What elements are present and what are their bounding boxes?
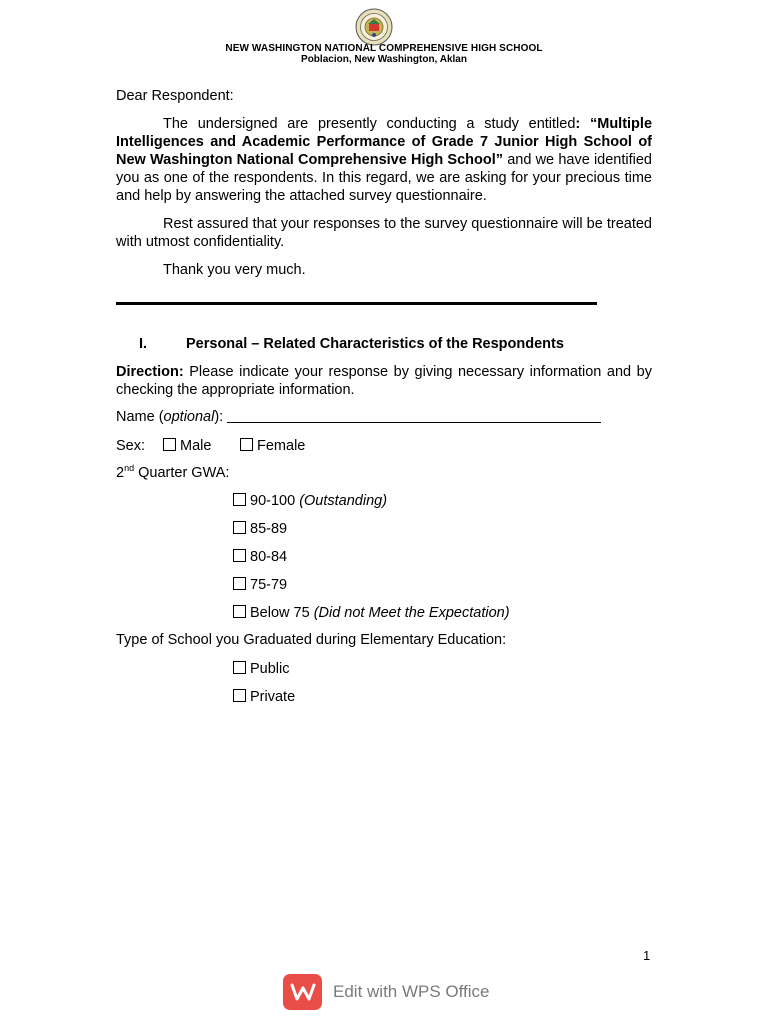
public-checkbox[interactable]	[233, 661, 246, 674]
gwa-option-label: Below 75	[250, 605, 314, 621]
gwa-checkbox[interactable]	[233, 577, 246, 590]
sex-option-label: Male	[180, 438, 212, 454]
direction-paragraph	[116, 363, 652, 399]
gwa-label	[116, 464, 229, 482]
gwa-label-text: Quarter GWA:	[134, 465, 230, 481]
study-title: “Multiple Intelligences and Academic Performance of Grade 7 Junior High School of New Washington National Comprehensive High School”	[116, 116, 653, 168]
gwa-option-label: 80-84	[250, 549, 288, 565]
school-type-option-private[interactable]	[233, 688, 295, 706]
signature-rule	[116, 302, 597, 305]
intro-paragraph	[116, 115, 652, 205]
gwa-option-note: (Did not Meet the Expectation)	[313, 605, 510, 621]
gwa-option[interactable]	[233, 520, 287, 538]
page-number: 1	[643, 948, 651, 963]
direction-text: Please indicate your response by giving necessary information and by checking the appropriate information.	[116, 364, 652, 398]
gwa-option-label: 75-79	[250, 577, 288, 593]
wps-logo-icon	[283, 974, 322, 1010]
section-number: I.	[139, 336, 148, 352]
school-type-option-label: Public	[250, 661, 290, 677]
confidentiality-paragraph: Rest assured that your responses to the survey questionnaire will be treated with utmost confidentiality.	[116, 216, 652, 250]
sex-label: Sex:	[116, 438, 146, 454]
school-type-option-public[interactable]	[233, 660, 290, 678]
gwa-option-label: 90-100	[250, 493, 300, 509]
intro-text: The undersigned are presently conducting a study entitled	[163, 116, 576, 132]
gwa-option[interactable]	[233, 548, 287, 566]
male-checkbox[interactable]	[163, 438, 176, 451]
name-label-end: ):	[214, 409, 228, 425]
salutation: Dear Respondent:	[116, 88, 234, 104]
intro-continuation: and we have identified you as one of the respondents. In this regard, we are asking for your precious time and help by answering the attached survey questionnaire.	[116, 152, 652, 204]
gwa-prefix: 2	[116, 465, 125, 481]
intro-colon: :	[575, 116, 590, 132]
gwa-option[interactable]	[233, 492, 387, 510]
school-seal-logo	[355, 8, 393, 46]
school-type-label: Type of School you Graduated during Elementary Education:	[116, 632, 507, 648]
gwa-option[interactable]	[233, 604, 510, 622]
direction-label: Direction:	[116, 364, 184, 380]
gwa-option-note: (Outstanding)	[299, 493, 388, 509]
name-label-optional: optional	[163, 409, 215, 425]
school-name: NEW WASHINGTON NATIONAL COMPREHENSIVE HIGH SCHOOL	[225, 43, 543, 54]
gwa-checkbox[interactable]	[233, 549, 246, 562]
gwa-option-label: 85-89	[250, 521, 288, 537]
name-field[interactable]	[227, 409, 601, 423]
sex-option-female[interactable]	[240, 437, 305, 455]
edit-with-wps-button[interactable]	[283, 974, 490, 1010]
sex-option-male[interactable]	[163, 437, 211, 455]
gwa-checkbox[interactable]	[233, 493, 246, 506]
female-checkbox[interactable]	[240, 438, 253, 451]
name-row	[116, 408, 601, 426]
sex-option-label: Female	[257, 438, 306, 454]
private-checkbox[interactable]	[233, 689, 246, 702]
gwa-superscript: nd	[124, 463, 135, 473]
section-title: Personal – Related Characteristics of the Respondents	[186, 336, 564, 352]
school-type-option-label: Private	[250, 689, 296, 705]
gwa-checkbox[interactable]	[233, 521, 246, 534]
thanks-line: Thank you very much.	[163, 262, 306, 278]
gwa-checkbox[interactable]	[233, 605, 246, 618]
school-address: Poblacion, New Washington, Aklan	[301, 54, 467, 65]
gwa-option[interactable]	[233, 576, 287, 594]
wps-label: Edit with WPS Office	[333, 982, 490, 1001]
name-label-start: Name (	[116, 409, 164, 425]
